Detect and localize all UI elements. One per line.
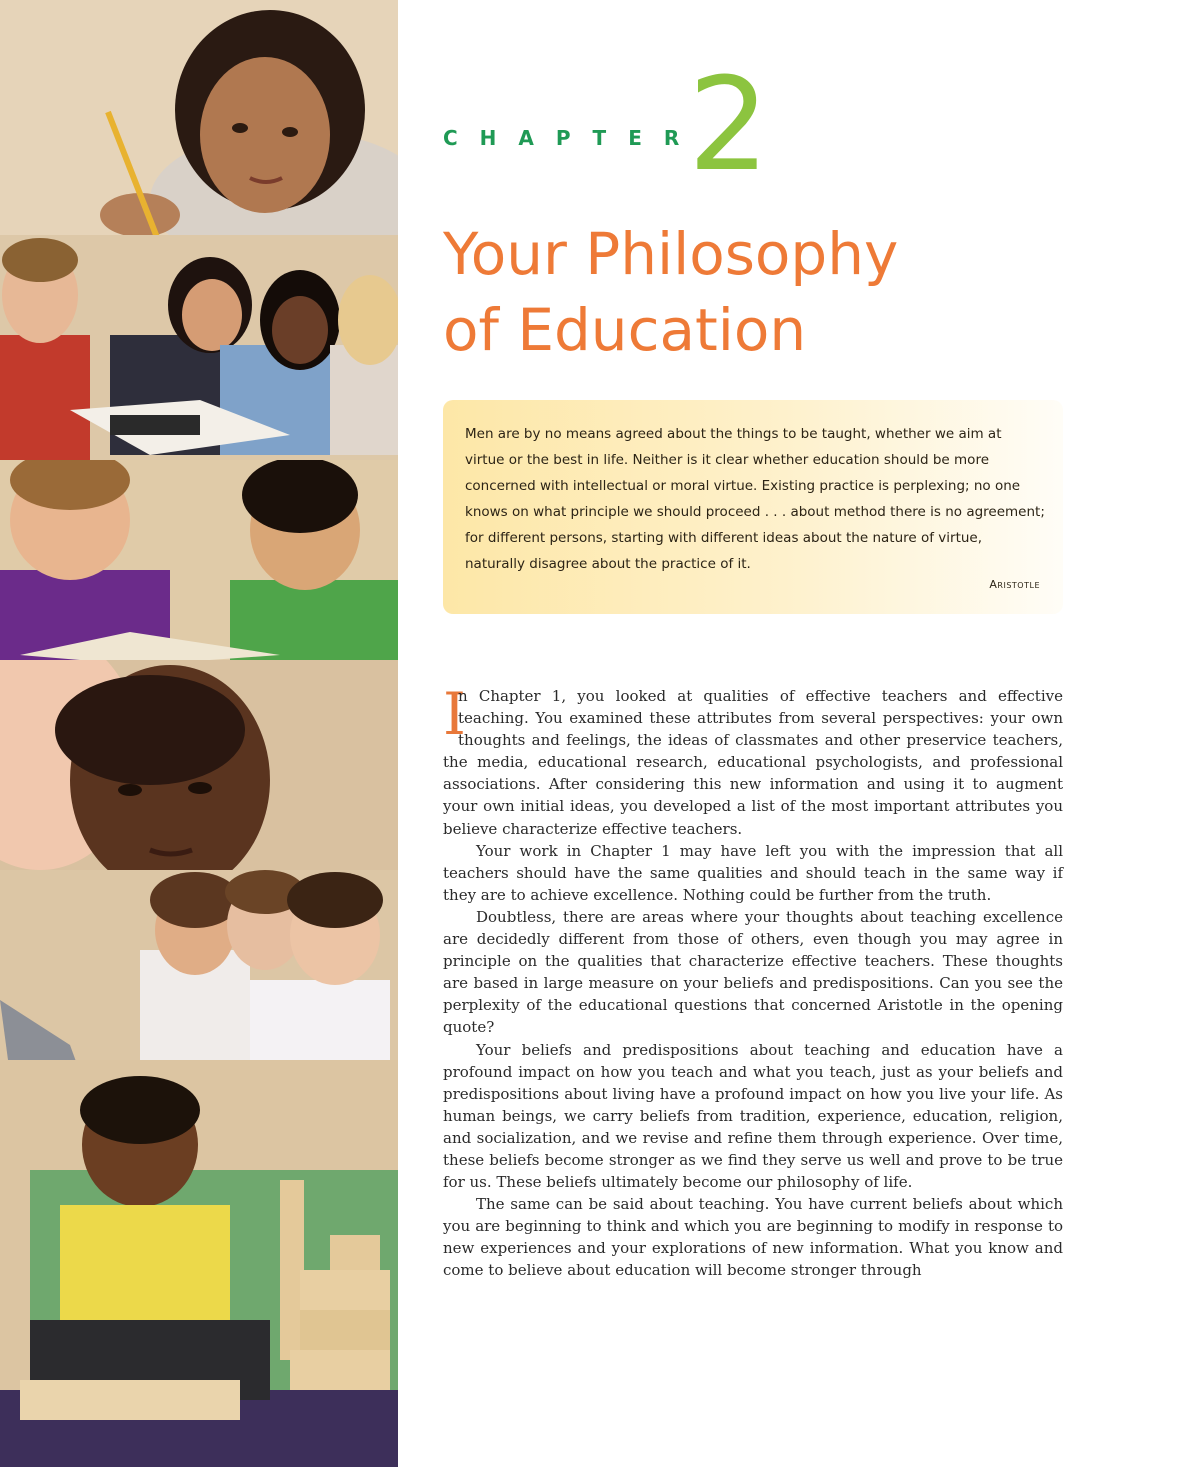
epigraph-attribution: Aristotle xyxy=(989,578,1040,591)
paragraph-4: Your beliefs and predispositions about teaching and education have a profound impact on how you teach and what you teach, just as your beliefs and predispositions about living have a profound impact on how you live your life. As human beings, we carry beliefs from tradition, experience, education, religion, and socialization, and we revise and refine them through experience. Over time, these beliefs become stronger as we find they serve us well and prove to be true for us. These beliefs ultimately become our philosophy of life. xyxy=(443,1040,1063,1192)
photo-boys-reading xyxy=(0,460,398,665)
paragraph-2: Your work in Chapter 1 may have left you with the impression that all teachers should have the same qualities and should teach in the same way if they are to achieve excellence. Nothing could be further from the truth. xyxy=(443,841,1063,904)
epigraph-quote: Men are by no means agreed about the things to be taught, whether we aim at virtue or the best in life. Neither is it clear whether education should be more concerned with intellectual or moral virtue. Existing practice is perplexing; no one knows on what principle we should proceed . . . about method there is no agreement; for different persons, starting with different ideas about the nature of virtue, naturally disagree about the practice of it. xyxy=(465,426,1045,572)
chapter-title-line-2: of Education xyxy=(443,296,807,364)
photo-child-closeup xyxy=(0,660,398,890)
photo-boy-blocks xyxy=(0,1060,398,1467)
photo-teens-group xyxy=(0,235,398,465)
paragraph-3: Doubtless, there are areas where your thoughts about teaching excellence are decidedly different from those of others, even though you may agree in principle on the qualities that characterize effective teachers. These thoughts are based in large measure on your beliefs and predispositions. Can you see the perplexity of the educational questions that concerned Aristotle in the opening quote? xyxy=(443,907,1063,1037)
paragraph-5: The same can be said about teaching. You have current beliefs about which you are beginning to think and which you are beginning to modify in response to new experiences and your explorations of new information. What you know and come to believe about education will become stronger through xyxy=(443,1195,1063,1280)
body-text xyxy=(443,680,1063,1282)
photo-girl-writing xyxy=(0,0,398,250)
drop-cap: I xyxy=(443,680,466,748)
paragraph-1-text: n Chapter 1, you looked at qualities of effective teachers and effective teaching. You examined these attributes from several perspectives: your own thoughts and feelings, the ideas of classmates and other preservice teachers, the media, educational research, educational psychologists, and professional associations. After considering this new information and using it to augment your own initial ideas, you developed a list of the most important attributes you believe characterize effective teachers. xyxy=(443,687,1063,838)
chapter-label: CHAPTER xyxy=(443,126,702,150)
chapter-title-line-1: Your Philosophy xyxy=(443,220,899,288)
paragraph-1 xyxy=(443,680,1063,840)
chapter-number: 2 xyxy=(688,51,770,200)
chapter-title xyxy=(443,216,1143,368)
photo-collage xyxy=(0,0,398,1467)
